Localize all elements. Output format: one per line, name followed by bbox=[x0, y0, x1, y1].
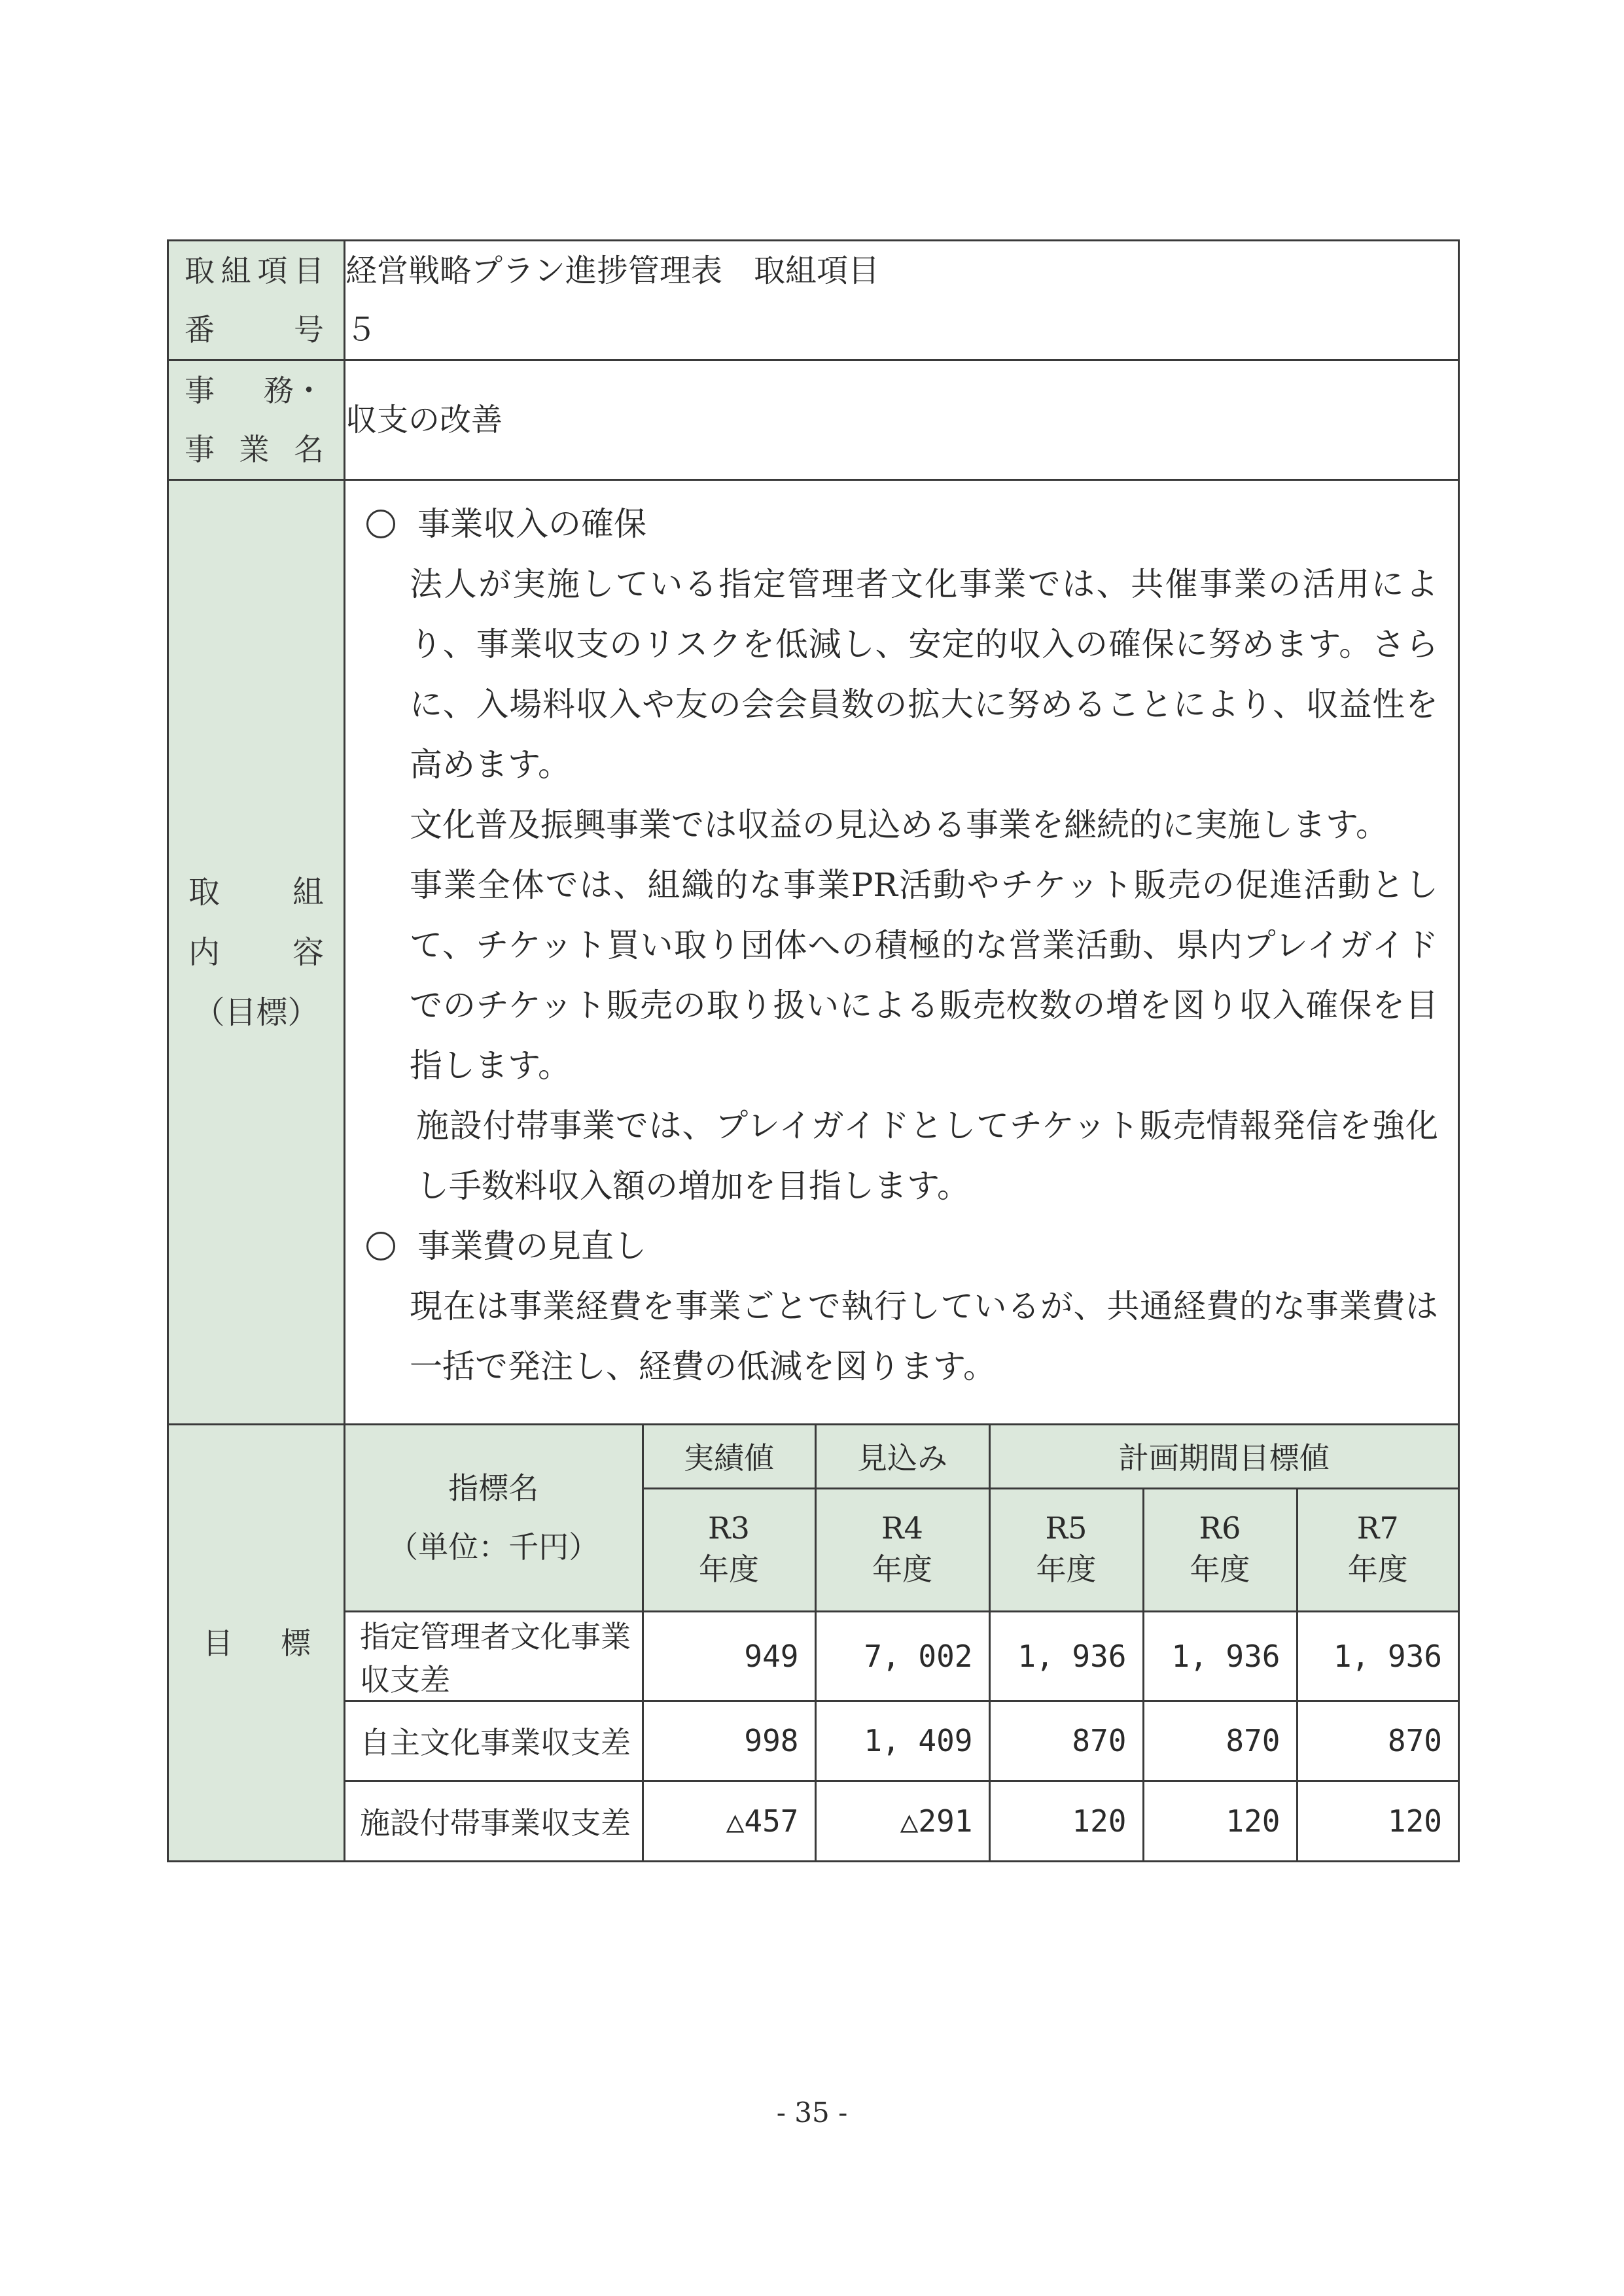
value-cell: 1, 936 bbox=[1143, 1611, 1297, 1701]
value-cell: 998 bbox=[643, 1701, 815, 1781]
indicator-label: 指標名 bbox=[448, 1470, 539, 1506]
value-cell: 1, 936 bbox=[1297, 1611, 1458, 1701]
row-name: 自主文化事業収支差 bbox=[345, 1701, 643, 1781]
row-name: 指定管理者文化事業収支差 bbox=[345, 1611, 643, 1701]
jigyo-name-cell bbox=[345, 360, 1459, 480]
value-cell: 870 bbox=[1297, 1701, 1458, 1781]
label-char: 名 bbox=[294, 432, 324, 467]
year-suffix: 年度 bbox=[1347, 1552, 1408, 1587]
year-code: R7 bbox=[1356, 1510, 1399, 1546]
paragraph: 現在は事業経費を事業ごとで執行しているが、共通経費的な事業費は一括で発注し、経費の低減を図ります。 bbox=[410, 1287, 1438, 1385]
label-char: 組 bbox=[292, 873, 324, 911]
paragraph: 法人が実施している指定管理者文化事業では、共催事業の活用により、事業収支のリスクを低減し、安定的収入の確保に努めます。さらに、入場料収入や友の会会員数の拡大に努めることにより、収益性を高めます。 bbox=[410, 565, 1438, 784]
year-header-r4 bbox=[815, 1488, 989, 1611]
year-code: R6 bbox=[1199, 1510, 1241, 1546]
year-header-r7 bbox=[1297, 1488, 1458, 1611]
value-cell: 120 bbox=[1297, 1781, 1458, 1860]
item-label-cell bbox=[168, 241, 345, 360]
year-header-r3 bbox=[643, 1488, 815, 1611]
forecast-header: 見込み bbox=[815, 1425, 989, 1488]
value-cell: 870 bbox=[1143, 1701, 1297, 1781]
label-char: 事 bbox=[185, 373, 215, 408]
value-cell: 1, 936 bbox=[989, 1611, 1143, 1701]
item-title: 経営戦略プラン進捗管理表 取組項目 bbox=[345, 252, 880, 289]
paragraph: 文化普及振興事業では収益の見込める事業を継続的に実施します。 bbox=[410, 806, 1388, 844]
label-char: 目 bbox=[203, 1625, 233, 1661]
paragraph: 事業全体では、組織的な事業PR活動やチケット販売の促進活動として、チケット買い取り団体への積極的な営業活動、県内プレイガイドでのチケット販売の取り扱いによる販売枚数の増を図り収入確保を目指します。 bbox=[410, 866, 1438, 1085]
year-suffix: 年度 bbox=[1190, 1552, 1250, 1587]
label-char: 取 bbox=[188, 873, 221, 911]
naiyo-label-cell bbox=[168, 480, 345, 1425]
year-suffix: 年度 bbox=[872, 1552, 932, 1587]
label-char: 号 bbox=[294, 312, 324, 347]
value-cell: △291 bbox=[815, 1781, 989, 1860]
label-char: 務・ bbox=[264, 373, 324, 408]
year-header-r5 bbox=[989, 1488, 1143, 1611]
label-char: 番 bbox=[185, 312, 215, 347]
label-char: 取 bbox=[185, 253, 215, 288]
actual-header: 実績値 bbox=[643, 1425, 815, 1488]
naiyo-label-mokuhyo: （目標） bbox=[193, 994, 319, 1031]
row-name: 施設付帯事業収支差 bbox=[345, 1781, 643, 1860]
table-row bbox=[345, 1781, 1458, 1860]
jigyo-name: 収支の改善 bbox=[345, 402, 503, 438]
plan-header: 計画期間目標値 bbox=[989, 1425, 1458, 1488]
circle-bullet-icon bbox=[366, 510, 395, 538]
year-code: R4 bbox=[881, 1510, 923, 1546]
value-cell: 949 bbox=[643, 1611, 815, 1701]
page-number: - 35 - bbox=[776, 2096, 848, 2129]
mokuhyo-label-cell bbox=[168, 1425, 345, 1862]
value-cell: 7, 002 bbox=[815, 1611, 989, 1701]
target-table bbox=[345, 1425, 1458, 1860]
label-char: 組 bbox=[221, 253, 251, 288]
label-char: 業 bbox=[239, 432, 270, 467]
year-code: R3 bbox=[708, 1510, 750, 1546]
value-cell: 120 bbox=[989, 1781, 1143, 1860]
label-char: 項 bbox=[257, 253, 288, 288]
item-number: ５ bbox=[345, 311, 378, 348]
jigyo-label-cell bbox=[168, 360, 345, 480]
plan-table bbox=[167, 239, 1460, 1862]
value-cell: 120 bbox=[1143, 1781, 1297, 1860]
label-char: 内 bbox=[188, 933, 221, 971]
content-cell bbox=[345, 480, 1459, 1425]
item-value-cell bbox=[345, 241, 1459, 360]
heading-text: 事業収入の確保 bbox=[417, 505, 646, 543]
unit-label: （単位：千円） bbox=[388, 1529, 599, 1565]
value-cell: △457 bbox=[643, 1781, 815, 1860]
paragraph: 施設付帯事業では、プレイガイドとしてチケット販売情報発信を強化し手数料収入額の増加を目指します。 bbox=[416, 1107, 1438, 1205]
heading-text: 事業費の見直し bbox=[417, 1227, 646, 1265]
circle-bullet-icon bbox=[366, 1232, 395, 1261]
section-heading bbox=[359, 494, 1438, 554]
year-code: R5 bbox=[1045, 1510, 1087, 1546]
indicator-header bbox=[345, 1425, 643, 1611]
value-cell: 1, 409 bbox=[815, 1701, 989, 1781]
year-suffix: 年度 bbox=[1036, 1552, 1097, 1587]
section-heading bbox=[359, 1216, 1438, 1276]
label-char: 目 bbox=[293, 253, 324, 288]
year-header-r6 bbox=[1143, 1488, 1297, 1611]
label-char: 事 bbox=[185, 432, 215, 467]
label-char: 標 bbox=[281, 1625, 311, 1661]
label-char: 容 bbox=[292, 933, 324, 971]
year-suffix: 年度 bbox=[699, 1552, 759, 1587]
table-row bbox=[345, 1701, 1458, 1781]
table-row bbox=[345, 1611, 1458, 1701]
value-cell: 870 bbox=[989, 1701, 1143, 1781]
target-table-cell bbox=[345, 1425, 1459, 1862]
